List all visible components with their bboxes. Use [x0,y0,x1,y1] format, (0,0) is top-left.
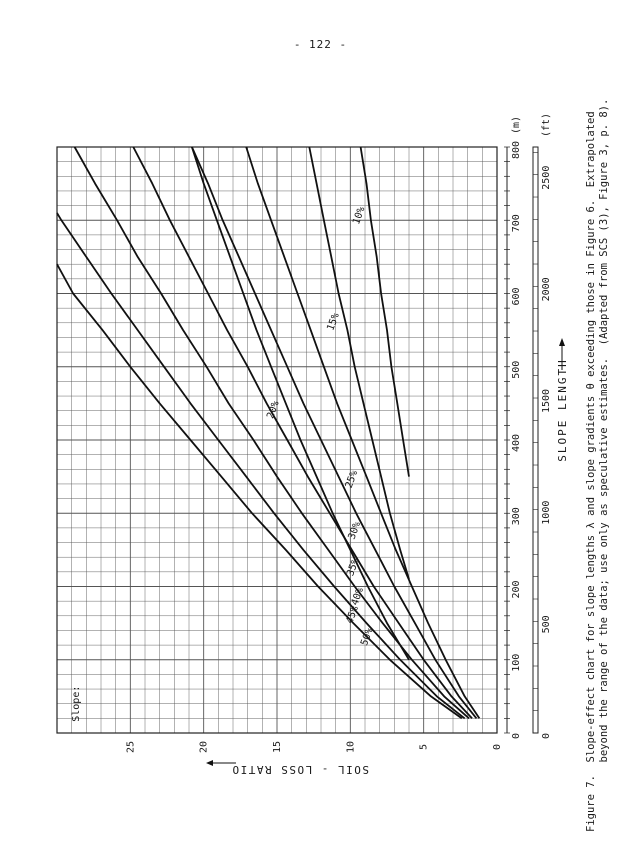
y-tick-label: 20 [198,740,210,754]
curve-slope-45pct [57,213,465,719]
x-tick-label-m: 500 [511,360,522,379]
y-tick-label: 5 [418,743,430,751]
x-unit-m: (m) [511,115,522,135]
x-tick-label-ft: 0 [541,732,552,740]
x-tick-label-m: 300 [511,507,522,526]
x-axis-title: SLOPE LENGTH [556,358,569,462]
curve-label: 15% [325,311,342,333]
x-tick-label-ft: 2000 [541,277,552,302]
x-tick-label-ft: 1000 [541,500,552,525]
curve-slope-50pct [57,264,462,718]
x-axis-arrow-head [559,338,565,346]
y-axis-arrow-head [206,760,213,766]
x-tick-label-ft: 500 [541,615,552,634]
curve-label: 35% [345,556,362,578]
curve-label: 45% [344,604,361,626]
caption-line-2: beyond the range of the data; use only as speculative estimates. (Adapted from SCS (3), Figure 3, p. 8). [598,98,610,832]
x-tick-label-ft: 1500 [541,388,552,414]
feet-scale-bar [533,147,538,733]
curve-slope-10pct [361,147,409,477]
curve-label: 50% [359,626,376,648]
labels [71,113,569,776]
x-tick-label-m: 200 [511,580,522,599]
x-tick-label-m: 0 [511,732,522,740]
x-tick-label-ft: 2500 [541,165,552,190]
y-tick-label: 25 [125,740,137,754]
y-axis-title: SOIL - LOSS RATIO [230,763,370,776]
curve-slope-30pct [192,147,477,718]
y-tick-label: 0 [492,743,503,751]
y-tick-label: 10 [345,740,357,754]
caption-line-1: Figure 7. Slope-effect chart for slope lengths λ and slope gradients θ exceeding those in Figure 6. Extrapolated [585,111,597,832]
curve-label: 10% [351,205,368,227]
x-tick-label-m: 100 [511,653,522,672]
x-tick-label-m: 600 [511,287,522,306]
x-tick-label-m: 400 [511,433,522,453]
curves [57,147,479,718]
slope-legend-label: Slope: [71,685,82,722]
curve-label: 20% [265,399,282,421]
x-tick-label-m: 700 [511,214,522,233]
curve-label: 40% [349,586,367,608]
x-tick-label-m: 800 [511,140,522,160]
curve-slope-40pct [75,147,470,718]
page-number: - 122 - [293,38,348,51]
x-unit-ft: (ft) [541,112,552,138]
curve-label: 30% [346,520,364,542]
axes [206,147,565,766]
y-tick-label: 15 [272,740,283,754]
curve-label: 25% [343,469,361,490]
